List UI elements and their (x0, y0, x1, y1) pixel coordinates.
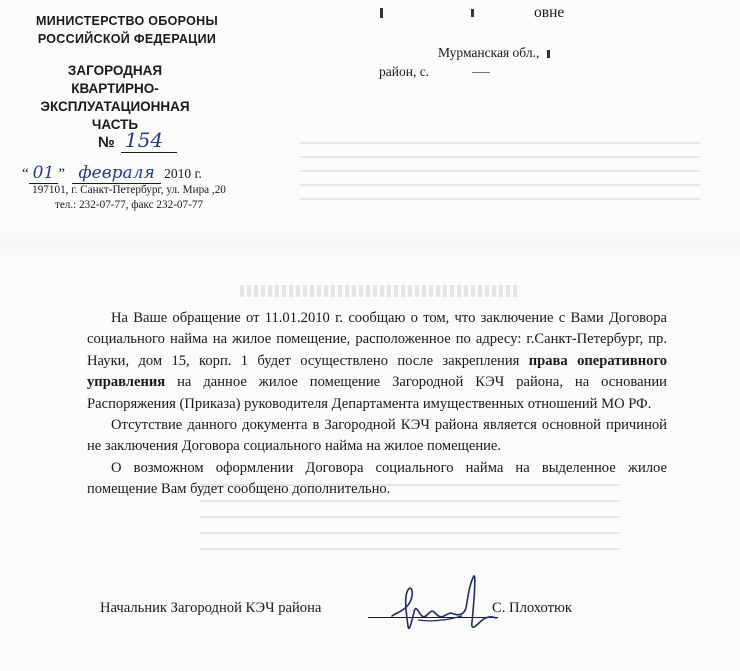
ministry-line-1: МИНИСТЕРСТВО ОБОРОНЫ (36, 14, 218, 28)
organization-name (10, 62, 220, 134)
date-year: 2010 г. (164, 166, 202, 181)
org-line-4: ЧАСТЬ (91, 117, 139, 132)
bleed-through-text (300, 130, 700, 210)
handwritten-signature (388, 572, 498, 638)
number-value: 154 (121, 128, 177, 153)
number-label: № (98, 134, 115, 151)
ministry-line-2: РОССИЙСКОЙ ФЕДЕРАЦИИ (37, 32, 217, 46)
recipient-name-suffix: овне (534, 4, 565, 21)
address-line-2: тел.: 232-07-77, факс 232-07-77 (54, 199, 204, 211)
signatory-name: С. Плохотюк (492, 600, 573, 616)
bleed-through-text (240, 285, 520, 297)
outgoing-number (98, 128, 177, 152)
address-line-1: 197101, г. Санкт-Петербург, ул. Мира ,20 (32, 184, 226, 196)
signatory-title: Начальник Загородной КЭЧ района (100, 600, 322, 616)
document-date: “ 01 ” февраля 2010 г. (22, 163, 202, 183)
paragraph-1-part-a: На Ваше обращение от 11.01.2010 г. сообщаю о том, что заключение с Вами Договора социального найма на жилое помещение, расположенное по адресу: г.Санкт-Петербург, пр. Науки, дом 15, корп. 1 будет осуществлено после закрепления (87, 310, 667, 369)
recipient-region-text: Мурманская обл., (438, 45, 540, 60)
org-line-2: КВАРТИРНО- (71, 81, 159, 96)
org-line-3: ЭКСПЛУАТАЦИОННАЯ (40, 99, 190, 114)
ministry-header (22, 12, 232, 48)
date-month: февраля (72, 163, 160, 184)
org-line-1: ЗАГОРОДНАЯ (67, 63, 163, 78)
recipient-region (438, 45, 550, 61)
paragraph-1 (87, 308, 667, 415)
sender-address (14, 183, 244, 213)
paragraph-1-bold: права оперативного управления (87, 352, 668, 391)
paragraph-3: О возможном оформлении Договора социального найма на выделенное жилое помещение Вам будет сообщено дополнительно. (87, 459, 667, 498)
recipient-district (379, 64, 490, 80)
date-day: 01 (29, 163, 59, 184)
scan-artifact-band (0, 228, 740, 258)
letter-body (87, 308, 667, 501)
recipient-name (380, 4, 564, 22)
paragraph-2: Отсутствие данного документа в Загородной КЭЧ района является основной причиной не заключения Договора социального найма на жилое помещение. (87, 417, 667, 455)
paragraph-1-part-b: на данное жилое помещение Загородной КЭЧ района, на основании Распоряжения (Приказа) руководителя Департамента имущественных отношений МО РФ. (87, 374, 667, 412)
recipient-district-text: район, с. (379, 64, 430, 79)
